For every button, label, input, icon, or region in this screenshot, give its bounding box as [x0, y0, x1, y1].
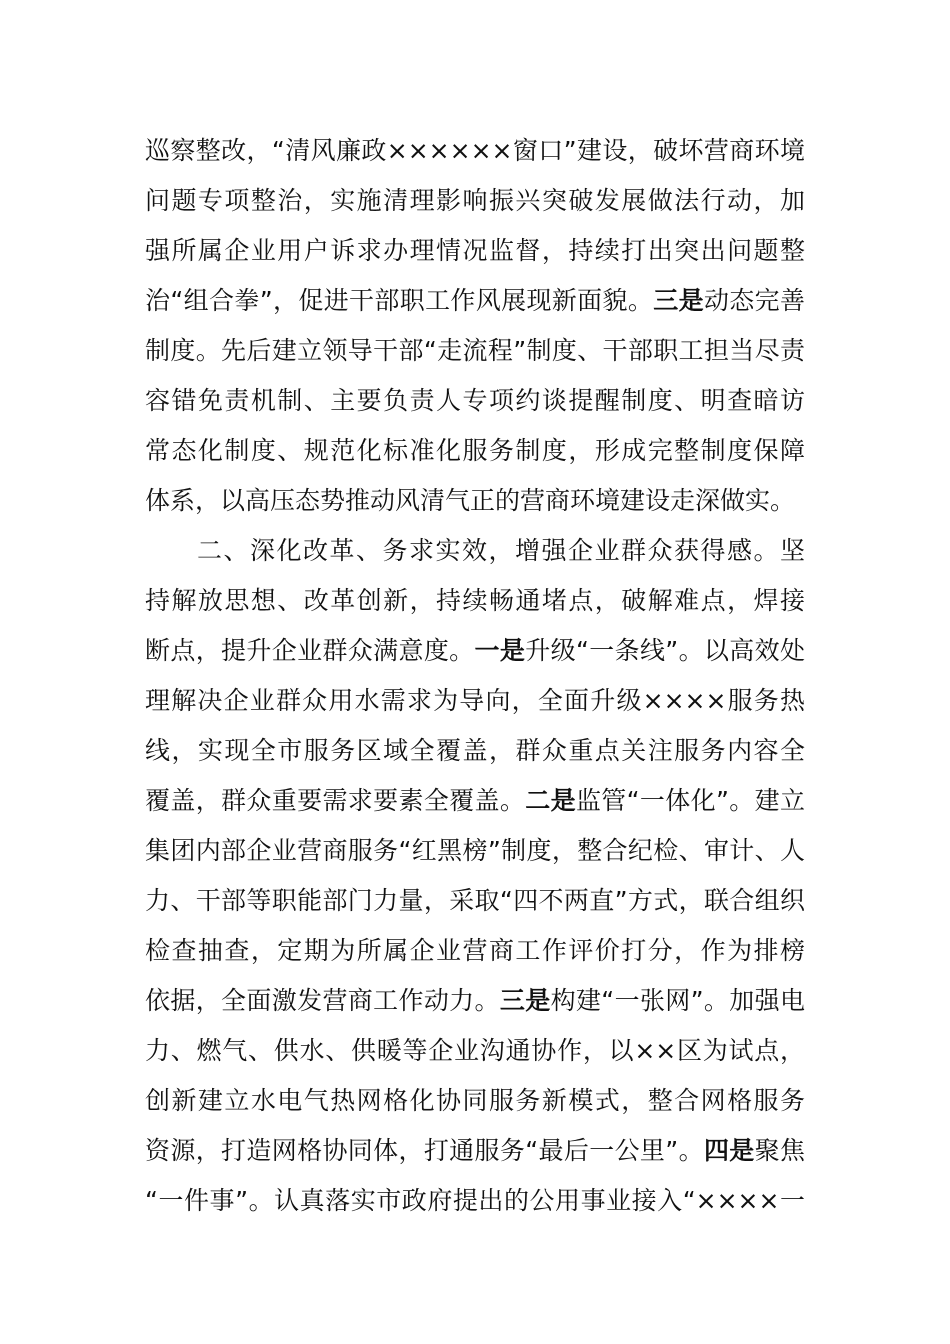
text-line: [145, 226, 805, 276]
text-line: [145, 276, 805, 326]
text-line: [145, 376, 805, 426]
text-run: 监管“一体化”。建立: [575, 786, 805, 815]
bold-text-run: 三是: [653, 286, 704, 315]
text-run: 理解决企业群众用水需求为导向，全面升级××××服务热: [145, 686, 805, 715]
text-line: [145, 976, 805, 1026]
text-run: 二、深化改革、务求实效，增强企业群众获得感。坚: [197, 536, 805, 565]
text-line: [145, 326, 805, 376]
text-run: 问题专项整治，实施清理影响振兴突破发展做法行动，加: [145, 186, 805, 215]
text-line: [145, 526, 805, 576]
text-run: 构建“一张网”。加强电: [550, 986, 805, 1015]
text-line: [145, 676, 805, 726]
text-line: [145, 826, 805, 876]
bold-text-run: 一是: [474, 636, 526, 665]
text-run: 体系，以高压态势推动风清气正的营商环境建设走深做实。: [145, 486, 796, 515]
text-run: 容错免责机制、主要负责人专项约谈提醒制度、明查暗访: [145, 386, 805, 415]
text-run: “一件事”。认真落实市政府提出的公用事业接入“××××一: [145, 1186, 805, 1215]
text-run: 治“组合拳”，促进干部职工作风展现新面貌。: [145, 286, 654, 315]
text-run: 断点，提升企业群众满意度。: [145, 636, 475, 665]
text-line: [145, 426, 805, 476]
bold-text-run: 四是: [703, 1136, 755, 1165]
text-line: [145, 176, 805, 226]
text-line: [145, 126, 805, 176]
text-run: 动态完善: [703, 286, 805, 315]
text-line: [145, 1176, 805, 1226]
text-run: 巡察整改，“清风廉政××××××窗口”建设，破坏营商环境: [145, 136, 805, 165]
text-run: 资源，打造网格协同体，打通服务“最后一公里”。: [145, 1136, 704, 1165]
text-line: [145, 576, 805, 626]
document-body: [145, 126, 805, 1226]
text-line: [145, 1126, 805, 1176]
text-run: 聚焦: [754, 1136, 805, 1165]
text-run: 升级“一条线”。以高效处: [525, 636, 805, 665]
text-line: [145, 926, 805, 976]
text-run: 力、燃气、供水、供暖等企业沟通协作，以××区为试点，: [145, 1036, 805, 1065]
text-line: [145, 476, 805, 526]
text-run: 力、干部等职能部门力量，采取“四不两直”方式，联合组织: [145, 886, 805, 915]
text-run: 制度。先后建立领导干部“走流程”制度、干部职工担当尽责: [145, 336, 805, 365]
bold-text-run: 三是: [499, 986, 551, 1015]
text-run: 创新建立水电气热网格化协同服务新模式，整合网格服务: [145, 1086, 805, 1115]
text-run: 线，实现全市服务区域全覆盖，群众重点关注服务内容全: [145, 736, 805, 765]
text-run: 常态化制度、规范化标准化服务制度，形成完整制度保障: [145, 436, 805, 465]
text-run: 检查抽查，定期为所属企业营商工作评价打分，作为排榜: [145, 936, 805, 965]
text-line: [145, 776, 805, 826]
text-line: [145, 876, 805, 926]
text-run: 依据，全面激发营商工作动力。: [145, 986, 500, 1015]
text-line: [145, 1076, 805, 1126]
text-line: [145, 626, 805, 676]
text-run: 强所属企业用户诉求办理情况监督，持续打出突出问题整: [145, 236, 805, 265]
bold-text-run: 二是: [525, 786, 576, 815]
text-run: 集团内部企业营商服务“红黑榜”制度，整合纪检、审计、人: [145, 836, 805, 865]
text-run: 覆盖，群众重要需求要素全覆盖。: [145, 786, 526, 815]
text-line: [145, 726, 805, 776]
text-line: [145, 1026, 805, 1076]
text-run: 持解放思想、改革创新，持续畅通堵点，破解难点，焊接: [145, 586, 805, 615]
